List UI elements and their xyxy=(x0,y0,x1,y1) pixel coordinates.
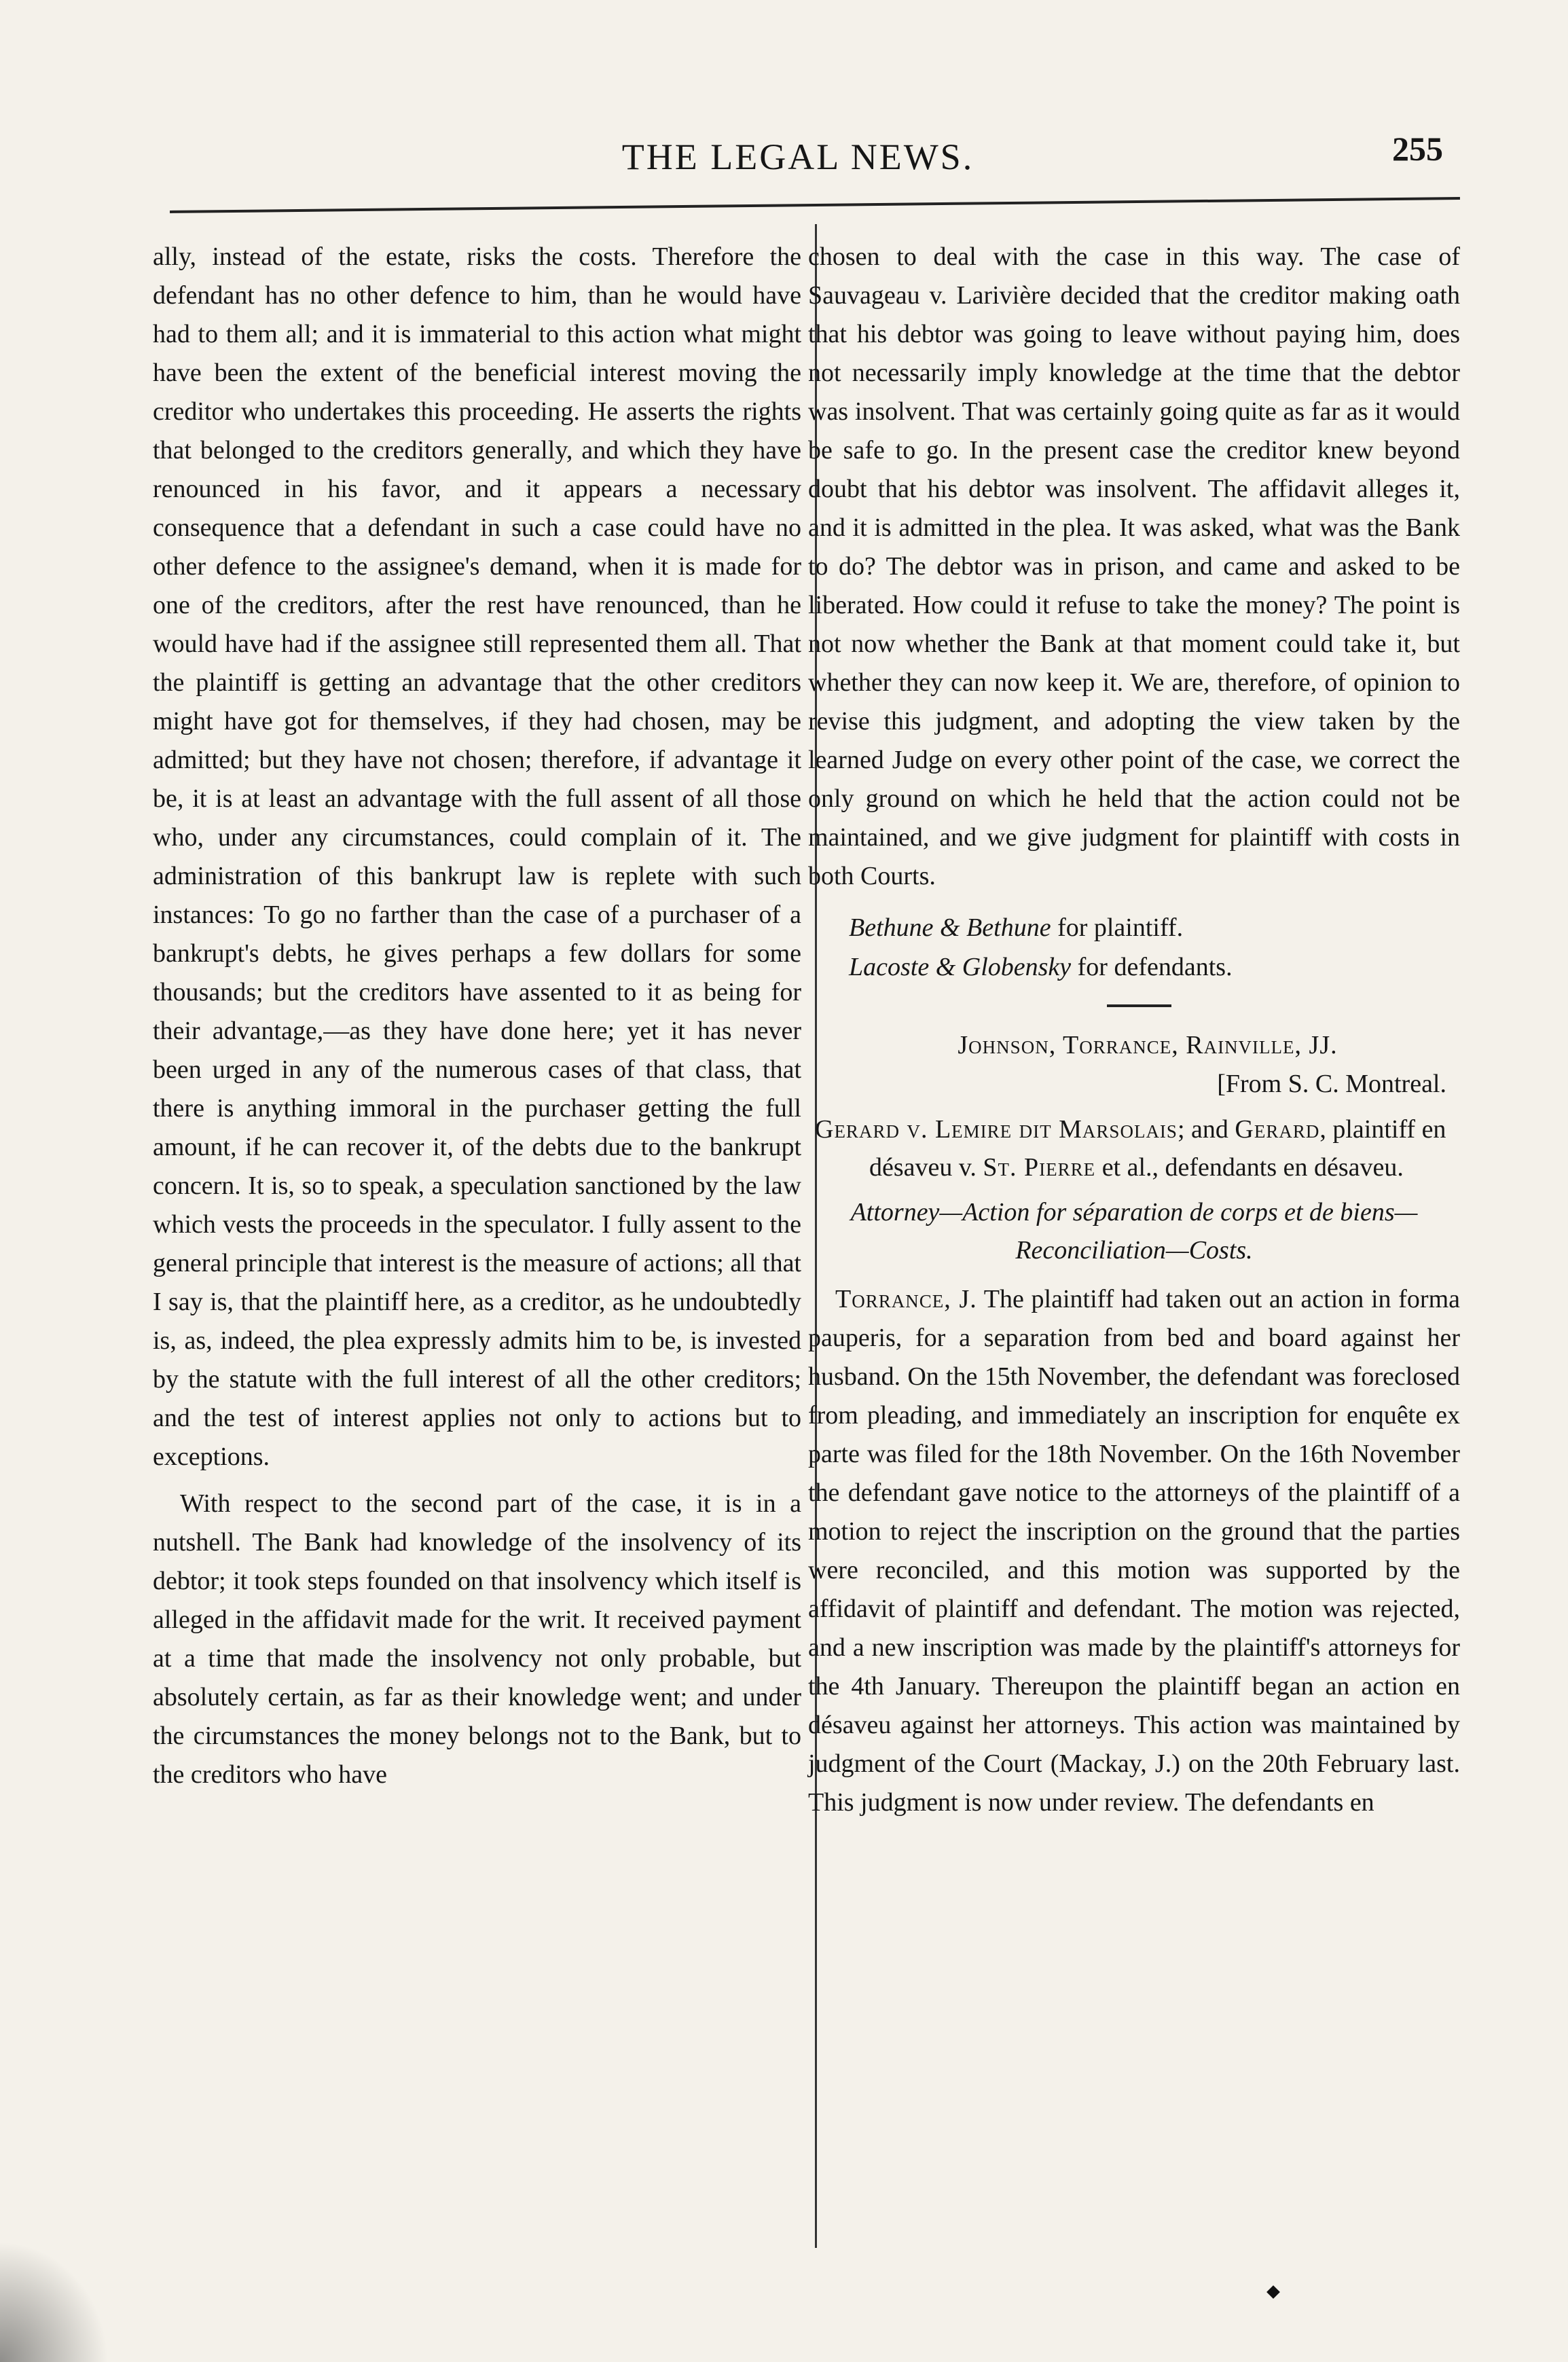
case-title-middle: , plaintiff en désaveu v. xyxy=(869,1115,1446,1182)
page-scuff xyxy=(0,2241,109,2362)
counsel-plaintiff xyxy=(849,908,1460,947)
case-title-end: et al., defendants en désaveu. xyxy=(1095,1153,1404,1182)
judges-line: Johnson, Torrance, Rainville, JJ. xyxy=(958,1031,1338,1059)
counsel-defendants-role: for defendants. xyxy=(1071,953,1233,981)
section-divider xyxy=(1107,1004,1171,1007)
left-column xyxy=(153,238,801,1802)
case-party-2: Gerard xyxy=(1235,1115,1320,1144)
printer-mark xyxy=(1266,2285,1280,2299)
opinion-paragraph xyxy=(808,1280,1460,1822)
opinion-judge: Torrance, J. xyxy=(835,1285,977,1313)
case-title-joiner: ; and xyxy=(1177,1115,1235,1144)
page-number: 255 xyxy=(1392,130,1443,168)
page-title: THE LEGAL NEWS. xyxy=(621,137,974,177)
counsel-plaintiff-role: for plaintiff. xyxy=(1051,913,1184,942)
counsel-defendants xyxy=(849,947,1460,987)
header-rule xyxy=(170,197,1460,213)
counsel-list xyxy=(849,908,1460,987)
counsel-defendants-name: Lacoste & Globensky xyxy=(849,953,1072,981)
opinion-text: The plaintiff had taken out an action in forma pauperis, for a separation from bed and board against her husband. On the 15th November, the defendant was foreclosed from pleading, and immediately an inscription for enquête ex parte was filed for the 18th November. On the 16th November the defendant gave notice to the attorneys of the plaintiff of a motion to reject the inscription on the ground that the parties were reconciled, and this motion was supported by the affidavit of plaintiff and defendant. The motion was rejected, and a new inscription was made by the plaintiff's attorneys for the 4th January. Thereupon the plaintiff began an action en désaveu against her attorneys. This action was maintained by judgment of the Court (Mackay, J.) on the 20th February last. This judgment is now under review. The defendants en xyxy=(808,1285,1461,1817)
right-column xyxy=(808,238,1460,1830)
case-party-1: Gerard v. Lemire dit Marsolais xyxy=(815,1115,1178,1144)
case-party-3: St. Pierre xyxy=(983,1153,1096,1182)
left-paragraph-1: ally, instead of the estate, risks the costs. Therefore the defendant has no other defence to him, than he would have had to them all; and it is immaterial to this action what might have been the extent of the beneficial interest moving the creditor who undertakes this proceeding. He asserts the rights that belonged to the creditors generally, and which they have renounced in his favor, and it appears a necessary consequence that a defendant in such a case could have no other defence to the assignee's demand, when it is made for one of the creditors, after the rest have renounced, than he would have had if the assignee still represented them all. That the plaintiff is getting an advantage that the other creditors might have got for themselves, if they had chosen, may be admitted; but they have not chosen; therefore, if advantage it be, it is at least an advantage with the full assent of all those who, under any circumstances, could complain of it. The administration of this bankrupt law is replete with such instances: To go no farther than the case of a purchaser of a bankrupt's debts, he gives perhaps a few dollars for some thousands; but the creditors have assented to it as being for their advantage,—as they have done here; yet it has never been urged in any of the numerous cases of that class, that there is anything immoral in the purchaser getting the full amount, if he can recover it, of the debts due to the bankrupt concern. It is, so to speak, a speculation sanctioned by the law which vests the proceeds in the speculator. I fully assent to the general principle that interest is the measure of actions; all that I say is, that the plaintiff here, as a creditor, as he undoubtedly is, as, indeed, the plea expressly admits him to be, is invested by the statute with the full interest of all the other creditors; and the test of interest applies not only to actions but to exceptions. xyxy=(153,242,801,1471)
case-subject: Attorney—Action for séparation de corps et de biens—Reconciliation—Costs. xyxy=(850,1198,1418,1265)
case-title xyxy=(808,1110,1460,1186)
counsel-plaintiff-name: Bethune & Bethune xyxy=(849,913,1051,942)
left-paragraph-2: With respect to the second part of the case, it is in a nutshell. The Bank had knowledge of the insolvency of its debtor; it took steps founded on that insolvency which itself is alleged in the affidavit made for the writ. It received payment at a time that made the insolvency not only probable, but absolutely certain, as far as their knowledge went; and under the circumstances the money belongs not to the Bank, but to the creditors who have xyxy=(153,1489,801,1789)
right-paragraph-1: chosen to deal with the case in this way. The case of Sauvageau v. Larivière decided that the creditor making oath that his debtor was going to leave without paying him, does not necessarily imply knowledge at the time that the debtor was insolvent. That was certainly going quite as far as it would be safe to go. In the present case the creditor knew beyond doubt that his debtor was insolvent. The affidavit alleges it, and it is admitted in the plea. It was asked, what was the Bank to do? The debtor was in prison, and came and asked to be liberated. How could it refuse to take the money? The point is not now whether the Bank at that moment could take it, but whether they can now keep it. We are, therefore, of opinion to revise this judgment, and adopting the view taken by the learned Judge on every other point of the case, we correct the only ground on which he held that the action could not be maintained, and we give judgment for plaintiff with costs in both Courts. xyxy=(808,242,1460,890)
court-source: [From S. C. Montreal. xyxy=(1217,1070,1446,1098)
